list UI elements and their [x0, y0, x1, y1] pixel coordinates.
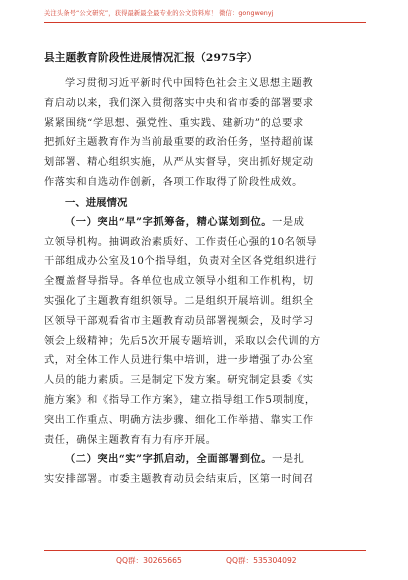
footer-divider	[44, 550, 366, 551]
footer-qq-group-2: QQ群：535304092	[226, 556, 297, 565]
subsection-1-line: 突出工作重点、明确方法步骤、细化工作举措、靠实工作	[44, 414, 314, 426]
subsection-1-line: 干部组成办公室及10个指导组，负责对全区各党组织进行	[44, 256, 318, 268]
subsection-2-heading: （二）突出“实”字抓启动，全面部署到位。	[65, 453, 273, 466]
subsection-1-line: 全覆盖督导指导。各单位也成立领导小组和工作机构，切	[44, 276, 314, 288]
subsection-1-line: 区领导干部观看省市主题教育动员部署视频会，及时学习	[44, 315, 314, 327]
subsection-1-line: 立领导机构。抽调政治素质好、工作责任心强的10名领导	[44, 236, 318, 248]
header-divider	[44, 22, 366, 23]
intro-line: 育启动以来，我们深入贯彻落实中央和省市委的部署要求	[44, 97, 314, 109]
subsection-2-line: 一是扎	[272, 454, 305, 466]
document-body	[44, 74, 364, 490]
subsection-1-line: 式，对全体工作人员进行集中培训，进一步增强了办公室	[44, 355, 314, 367]
subsection-2-line: 实安排部署。市委主题教育动员会结束后，区第一时间召	[44, 474, 314, 486]
subsection-1-line: 领会上级精神；先后5次开展专题培训，采取以会代训的方	[44, 335, 321, 347]
intro-paragraph	[44, 74, 364, 193]
section-heading-progress: 一、进展情况	[65, 196, 128, 209]
subsection-1-line: 责任，确保主题教育有力有序开展。	[44, 434, 217, 446]
footer-qq-group-1: QQ群：30265665	[116, 556, 182, 565]
subsection-1-line: 人员的能力素质。三是制定下发方案。研究制定县委《实	[44, 375, 314, 387]
intro-line: 学习贯彻习近平新时代中国特色社会主义思想主题教	[65, 78, 314, 89]
intro-line: 划部署、精心组织实施，从严从实督导，突出抓好规定动	[44, 157, 314, 169]
intro-line: 把抓好主题教育作为当前最重要的政治任务，坚持超前谋	[44, 137, 314, 149]
subsection-1-heading: （一）突出“早”字抓筹备，精心谋划到位。	[65, 215, 273, 228]
subsection-1-paragraph	[44, 213, 364, 451]
subsection-1-line: 施方案》和《指导工作方案》，建立指导组工作5项制度，	[44, 394, 316, 406]
intro-line: 作落实和自选动作创新，各项工作取得了阶段性成效。	[44, 176, 303, 188]
header-banner: 关注头条号“公文研究”，获得最新最全最专业的公文资料库！ 微信：gongwenyj	[44, 10, 274, 17]
subsection-2-paragraph	[44, 450, 364, 490]
subsection-1-line: 一是成	[272, 216, 305, 228]
intro-line: 紧紧围绕“学思想、强党性、重实践、建新功”的总要求	[44, 117, 304, 129]
document-title: 县主题教育阶段性进展情况汇报（2975字）	[44, 52, 258, 64]
subsection-1-line: 实强化了主题教育组织领导。二是组织开展培训。组织全	[44, 295, 314, 307]
